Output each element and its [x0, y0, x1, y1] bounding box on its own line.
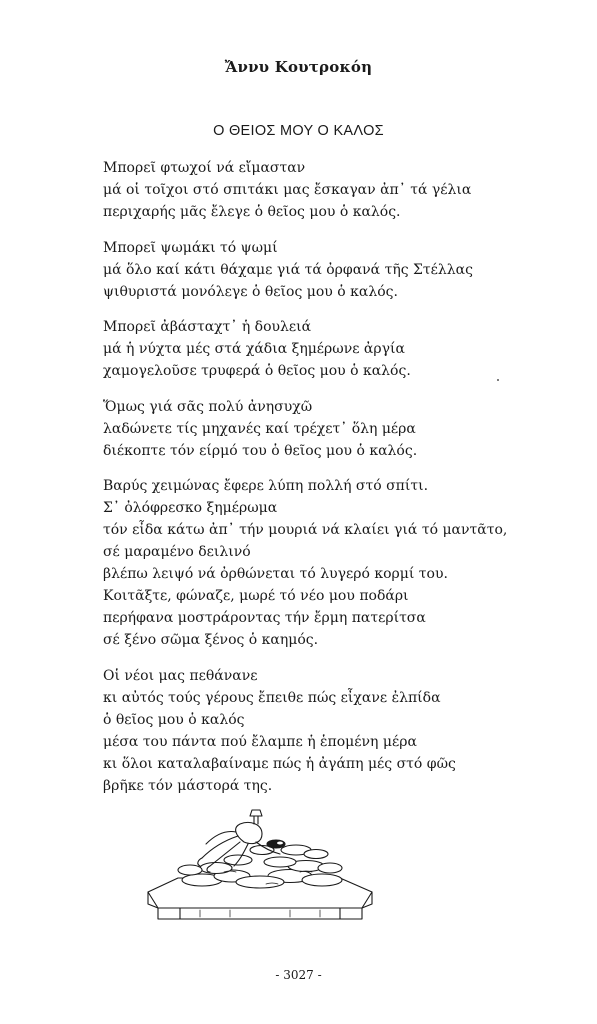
- author-name: Ἄννυ Κουτροκόη: [224, 58, 373, 76]
- poem-line: βρῆκε τόν μάστορά της.: [103, 777, 273, 794]
- poem-line: Μπορεῖ φτωχοί νά εἴμασταν: [103, 160, 306, 176]
- poem-line: περήφανα μοστράροντας τήν ἔρμη πατερίτσα: [103, 610, 426, 626]
- poem-line: σέ ξένο σῶμα ξένος ὁ καημός.: [103, 632, 319, 648]
- poem-line: Οἱ νέοι μας πεθάνανε: [103, 667, 258, 684]
- illustration: [140, 806, 380, 924]
- poem-line: τόν εἶδα κάτω ἀπ᾽ τήν μουριά νά κλαίει γιά τό μαντᾶτο,: [103, 522, 508, 538]
- poem-line: Ὅμως γιά σᾶς πολύ ἀνησυχῶ: [103, 398, 313, 415]
- poem-line: ψιθυριστά μονόλεγε ὁ θεῖος μου ὁ καλός.: [103, 283, 398, 300]
- stanza: [103, 316, 573, 382]
- ink-speck: [497, 379, 499, 381]
- stanza: [103, 237, 573, 303]
- poem-line: σέ μαραμένο δειλινό: [103, 544, 251, 560]
- stanza: [103, 396, 573, 462]
- stanza: [103, 157, 573, 223]
- poem-line: βλέπω λειψό νά ὀρθώνεται τό λυγερό κορμί του.: [103, 566, 448, 582]
- poem-title: Ο ΘΕΙΟΣ ΜΟΥ Ο ΚΑΛΟΣ: [213, 123, 384, 139]
- poem-line: μά ἡ νύχτα μές στά χάδια ξημέρωνε ἀργία: [103, 341, 405, 357]
- poem-line: μά ὅλο καί κάτι θάχαμε γιά τά ὀρφανά τῆς Στέλλας: [103, 261, 473, 278]
- stanza: [103, 665, 573, 797]
- poem-line: ὁ θεῖος μου ὁ καλός: [103, 711, 245, 728]
- poem-line: κι αὐτός τούς γέρους ἔπειθε πώς εἶχανε ἐλπίδα: [103, 689, 441, 706]
- poem-line: κι ὅλοι καταλαβαίναμε πώς ἡ ἀγάπη μές στό φῶς: [103, 755, 456, 772]
- poem-line: χαμογελοῦσε τρυφερά ὁ θεῖος μου ὁ καλός.: [103, 363, 411, 379]
- poem-line: λαδώνετε τίς μηχανές καί τρέχετ᾽ ὅλη μέρα: [103, 420, 416, 437]
- poem-line: περιχαρής μᾶς ἔλεγε ὁ θεῖος μου ὁ καλός.: [103, 204, 401, 220]
- poem-line: μέσα του πάντα πού ἔλαμπε ἡ ἑπομένη μέρα: [103, 733, 417, 750]
- poem-line: Βαρύς χειμώνας ἔφερε λύπη πολλή στό σπίτι.: [103, 478, 429, 494]
- poem-line: Μπορεῖ ἀβάσταχτ᾽ ἡ δουλειά: [103, 319, 312, 335]
- poem-body: [103, 157, 573, 810]
- poem-line: Κοιτᾶξτε, φώναζε, μωρέ τό νέο μου ποδάρι: [103, 588, 409, 604]
- stanza: [103, 475, 573, 651]
- poem-line: διέκοπτε τόν είρμό του ὁ θεῖος μου ὁ καλός.: [103, 442, 418, 459]
- poem-line: Σ᾽ ὀλόφρεσκο ξημέρωμα: [103, 500, 278, 516]
- poem-line: Μπορεῖ ψωμάκι τό ψωμί: [103, 239, 278, 256]
- page-number: - 3027 -: [275, 968, 322, 982]
- poem-line: μά οἱ τοῖχοι στό σπιτάκι μας ἔσκαγαν ἀπ᾽ τά γέλια: [103, 182, 472, 198]
